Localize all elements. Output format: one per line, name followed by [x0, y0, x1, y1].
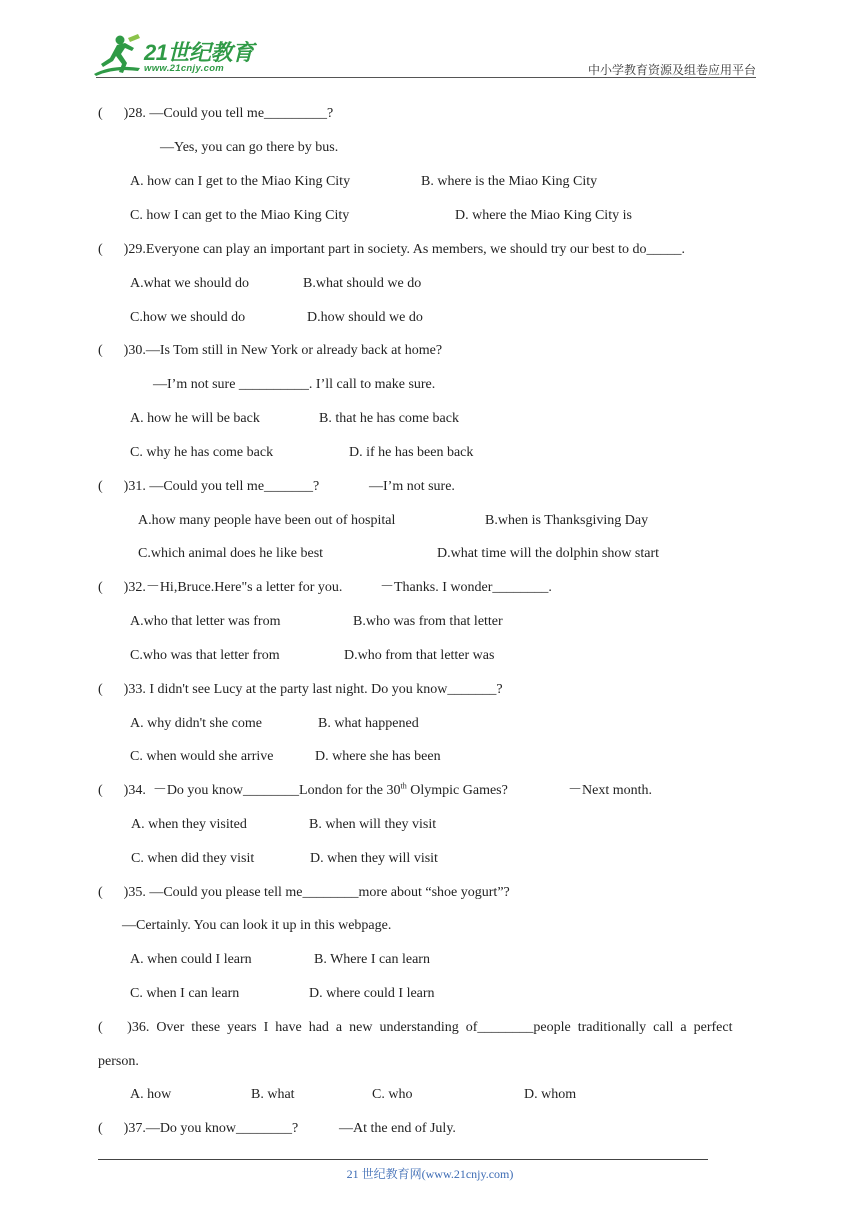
- question-line: C. when did they visit: [131, 851, 255, 866]
- question-line: A.what we should do: [130, 276, 249, 291]
- question-stem: ( )35. —Could you please tell me________more about “shoe yogurt”?: [98, 885, 510, 900]
- question-line: B.who was from that letter: [353, 614, 503, 629]
- question-line: A.who that letter was from: [130, 614, 281, 629]
- question-line: B. Where I can learn: [314, 952, 430, 967]
- question-line: B. what: [251, 1087, 295, 1102]
- platform-tagline: 中小学教育资源及组卷应用平台: [587, 63, 756, 77]
- runner-logo-icon: [92, 34, 144, 78]
- question-line: D.what time will the dolphin show start: [437, 546, 660, 561]
- question-line: C.who was that letter from: [130, 648, 280, 663]
- question-stem: ( )36. Over these years I have had a new understanding of________people traditionally call a perfect: [98, 1020, 733, 1035]
- logo-brand-text: 21世纪教育: [144, 40, 254, 65]
- question-line: —Yes, you can go there by bus.: [160, 140, 339, 155]
- question-line: —At the end of July.: [339, 1121, 456, 1136]
- question-line: C. when I can learn: [130, 986, 240, 1001]
- question-line: B.what should we do: [303, 276, 422, 291]
- question-line: —Certainly. You can look it up in this webpage.: [122, 918, 392, 933]
- header-divider: [96, 77, 756, 78]
- question-line: D. where could I learn: [309, 986, 435, 1001]
- question-line: B.when is Thanksgiving Day: [485, 513, 649, 528]
- question-line: －Next month.: [568, 783, 652, 798]
- question-line: C. why he has come back: [130, 445, 274, 460]
- question-line: C.which animal does he like best: [138, 546, 324, 561]
- question-line: A. why didn't she come: [130, 716, 263, 731]
- question-line: A. how: [130, 1087, 172, 1102]
- question-line: B. that he has come back: [319, 411, 459, 426]
- question-line: C.how we should do: [130, 310, 246, 325]
- question-line: A. when could I learn: [130, 952, 252, 967]
- question-stem: ( )34. －Do you know________London for the 30th Olympic Games?: [98, 781, 508, 798]
- question-stem: ( )29.Everyone can play an important part in society. As members, we should try our best to do_____.: [98, 242, 685, 257]
- question-line: A. when they visited: [131, 817, 247, 832]
- page-header: [0, 0, 860, 80]
- question-line: D. if he has been back: [349, 445, 474, 460]
- question-line: －Thanks. I wonder________.: [380, 580, 552, 595]
- question-stem: ( )33. I didn't see Lucy at the party last night. Do you know_______?: [98, 682, 503, 697]
- question-line: B. where is the Miao King City: [421, 174, 598, 189]
- question-stem: ( )37.—Do you know________?: [98, 1121, 299, 1136]
- footer-divider: [98, 1159, 708, 1160]
- question-stem: ( )32.－Hi,Bruce.Here"s a letter for you.: [98, 580, 343, 595]
- question-line: A.how many people have been out of hospital: [138, 513, 396, 528]
- question-line: C. when would she arrive: [130, 749, 274, 764]
- site-logo: [92, 34, 262, 78]
- question-line: D.who from that letter was: [344, 648, 495, 663]
- question-line: D. whom: [524, 1087, 577, 1102]
- question-stem: ( )30.—Is Tom still in New York or already back at home?: [98, 343, 443, 358]
- question-line: A. how can I get to the Miao King City: [130, 174, 351, 189]
- page-footer: 21 世纪教育网(www.21cnjy.com): [346, 1167, 514, 1181]
- question-line: D. when they will visit: [310, 851, 438, 866]
- question-line: B. what happened: [318, 716, 419, 731]
- question-stem: ( )28. —Could you tell me_________?: [98, 106, 334, 121]
- question-line: —I’m not sure __________. I’ll call to make sure.: [153, 377, 436, 392]
- question-line: B. when will they visit: [309, 817, 437, 832]
- question-line: —I’m not sure.: [369, 479, 455, 494]
- question-line: C. how I can get to the Miao King City: [130, 208, 350, 223]
- question-line: D. where she has been: [315, 749, 441, 764]
- question-line: C. who: [372, 1087, 413, 1102]
- logo-url-text: www.21cnjy.com: [144, 63, 225, 74]
- question-line: person.: [98, 1054, 139, 1069]
- question-line: D. where the Miao King City is: [455, 208, 632, 223]
- question-line: A. how he will be back: [130, 411, 260, 426]
- question-stem: ( )31. —Could you tell me_______?: [98, 479, 320, 494]
- question-line: D.how should we do: [307, 310, 423, 325]
